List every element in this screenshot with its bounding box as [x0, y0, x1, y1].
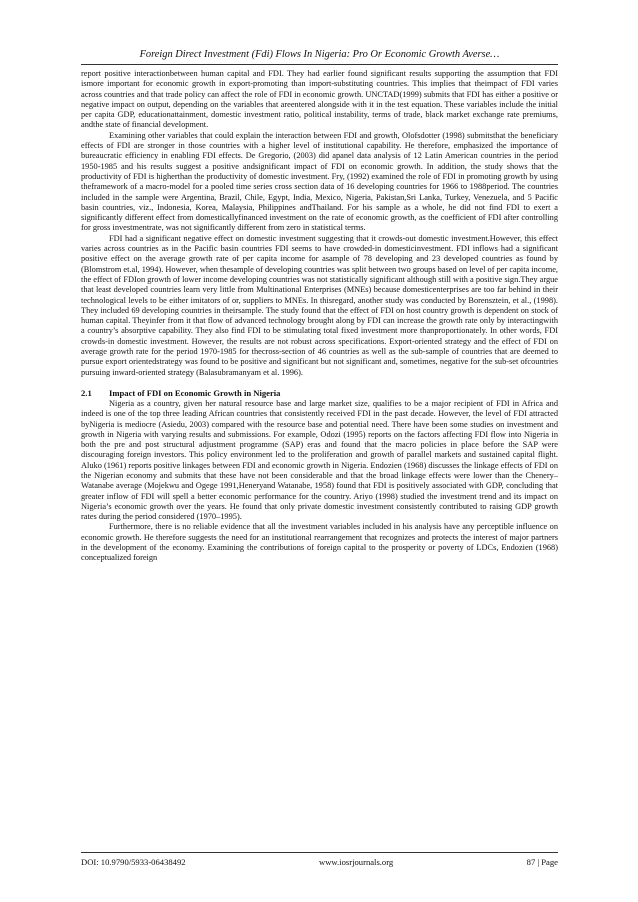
running-title: Foreign Direct Investment (Fdi) Flows In Nigeria: Pro Or Economic Growth Averse… [139, 49, 500, 60]
footer-rule [81, 852, 558, 853]
section-title: Impact of FDI on Economic Growth in Nigeria [109, 387, 281, 398]
footer-page-number: 87 | Page [526, 857, 558, 867]
page-footer [81, 857, 558, 868]
paragraph-4: Nigeria as a country, given her natural resource base and large market size, qualifies to be a major recipient of FDI in Africa and indeed is one of the top three leading African countries that consistently received FDI in the past decade. However, the level of FDI attracted byNigeria is mediocre (Asiedu, 2003) compared with the resource base and potential need. There have been some studies on investment and growth in Nigeria with varying results and submissions. For example, Odozi (1995) reports on the factors affecting FDI flow into Nigeria in both the pre and post structural adjustment programme (SAP) eras and found that the macro policies in place before the SAP were discouraging foreign investors. This policy environment led to the proliferation and growth of parallel markets and sustained capital flight. Aluko (1961) reports positive linkages between FDI and economic growth in Nigeria. Endozien (1968) discusses the linkage effects of FDI on the Nigerian economy and submits that these have not been considerable and that the broad linkage effects were lower than the Chenery– Watanabe average (Mojekwu and Ogege 1991,Heneryand Watanabe, 1958) found that FDI is positively associated with GDP, concluding that greater inflow of FDI will spell a better economic performance for the country. Ariyo (1998) studied the investment trend and its impact on Nigeria’s economic growth over the years. He found that only private domestic investment consistently contributed to raising GDP growth rates during the period considered (1970–1995). [81, 398, 558, 522]
section-heading [81, 388, 558, 399]
footer-doi: DOI: 10.9790/5933-06438492 [81, 857, 186, 867]
section-number: 2.1 [81, 387, 92, 398]
footer-url[interactable]: www.iosrjournals.org [319, 857, 394, 867]
paragraph-5: Furthermore, there is no reliable evidence that all the investment variables included in his analysis have any perceptible influence on economic growth. He therefore suggests the need for an institutional rearrangement that recognizes and protects the interest of major partners in the development of the economy. Examining the contributions of foreign capital to the prosperity or poverty of LDCs, Endozien (1968) conceptualized foreign [81, 522, 558, 563]
article-body [81, 69, 558, 564]
paragraph-3: FDI had a significant negative effect on domestic investment suggesting that it crowds-out domestic investment.However, this effect varies across countries as in the Pacific basin countries FDI seems to have crowded-in domesticinvestment. FDI inflows had a significant positive effect on the average growth rate of per capita income for asample of 78 developing and 23 developed countries as found by (Blomstrom et.al, 1994). However, when thesample of developing countries was split between two groups based on level of per capita income, the effect of FDIon growth of lower income developing countries was not statistically significant although still with a positive sign.They argue that least developed countries learn very little from Multinational Enterprises (MNEs) because domesticenterprises are too far behind in their technological levels to be either imitators of or, suppliers to MNEs. In thisregard, another study was conducted by Borensztein, et al., (1998). They included 69 developing countries in theirsample. The study found that the effect of FDI on host country growth is dependent on stock of human capital. Theyinfer from it that flow of advanced technology brought along by FDI can increase the growth rate only by interactingwith a country’s absorptive capability. They also find FDI to be stimulating total fixed investment more thanproportionately. In other words, FDI crowds-in domestic investment. However, the results are not robust across specifications. Export-oriented strategy and the effect of FDI on average growth rate for the period 1970-1985 for thecross-section of 46 countries as well as the sub-sample of countries that are deemed to pursue export orientedstrategy was found to be positive and significant but not significant and, sometimes, negative for the sub-set ofcountries pursuing inward-oriented strategy (Balasubramanyam et al. 1996). [81, 233, 558, 377]
header-rule [81, 64, 558, 65]
paragraph-2: Examining other variables that could explain the interaction between FDI and growth, Olofsdotter (1998) submitsthat the beneficiary effects of FDI are stronger in those countries with a higher level of institutional capability. He therefore, emphasized the importance of bureaucratic efficiency in enabling FDI effects. De Gregorio, (2003) did apanel data analysis of 12 Latin American countries in the period 1950-1985 and his results suggest a positive andsignificant impact of FDI on economic growth. In addition, the study shows that the productivity of FDI is higherthan the productivity of domestic investment. Fry, (1992) examined the role of FDI in promoting growth by using theframework of a macro-model for a pooled time series cross section data of 16 developing countries for 1966 to 1988period. The countries included in the sample were Argentina, Brazil, Chile, Egypt, India, Mexico, Nigeria, Pakistan,Sri Lanka, Turkey, Venezuela, and 5 Pacific basin countries, viz., Indonesia, Korea, Malaysia, Philippines andThailand. For his sample as a whole, he did not find FDI to exert a significantly different effect from domesticallyfinanced investment on the rate of economic growth, as the coefficient of FDI after controlling for gross investmentrate, was not significantly different from zero in statistical terms. [81, 130, 558, 233]
paragraph-1: report positive interactionbetween human capital and FDI. They had earlier found significant results supporting the assumption that FDI ismore important for economic growth in export-promoting than import-substituting countries. This implies that theimpact of FDI varies across countries and that trade policy can affect the role of FDI in economic growth. UNCTAD(1999) submits that FDI has either a positive or negative impact on output, depending on the variables that areentered alongside with it in the test equation. These variables include the initial per capita GDP, educationattainment, domestic investment ratio, political instability, terms of trade, black market exchange rate premiums, andthe state of financial development. [81, 69, 558, 130]
